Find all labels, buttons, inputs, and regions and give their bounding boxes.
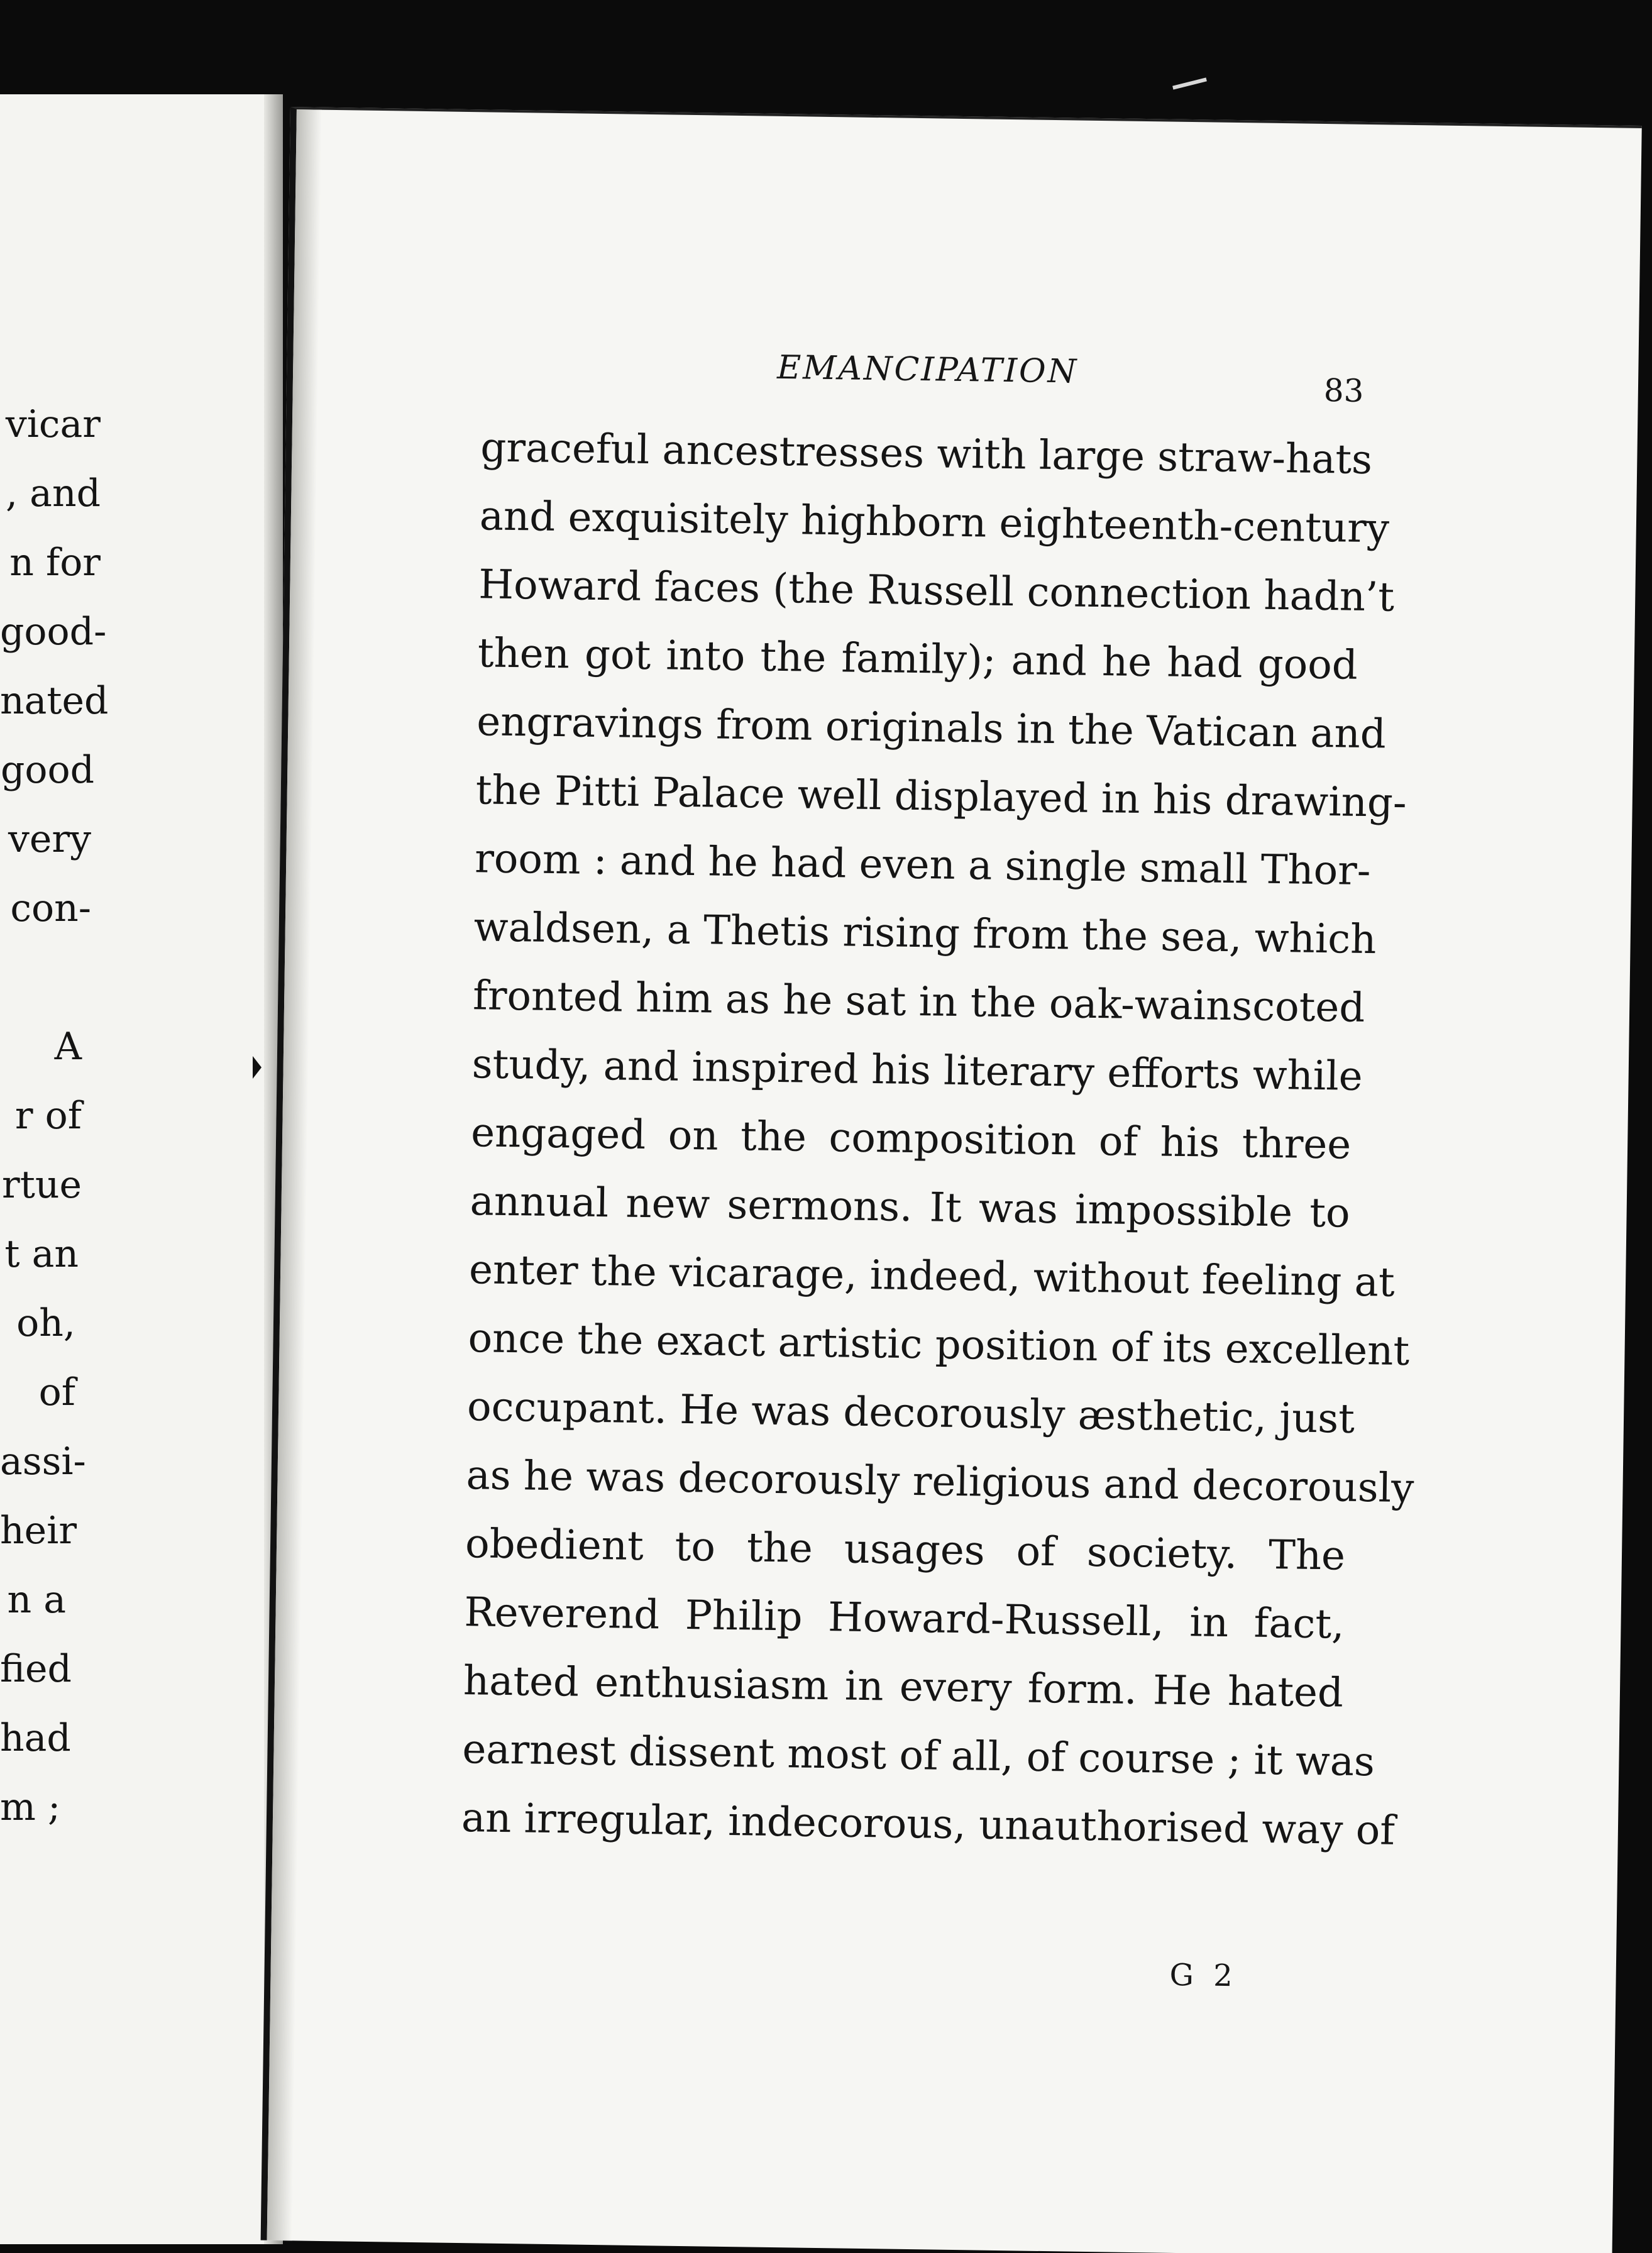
body-text (461, 414, 1414, 1865)
body-line: earnest dissent most of all, of course ; it was (462, 1726, 1375, 1786)
binding-notch (253, 1056, 262, 1079)
body-line: an irregular, indecorous, unauthorised way of (461, 1795, 1396, 1854)
running-head: EMANCIPATION (776, 348, 1079, 391)
left-line: good (0, 748, 94, 792)
left-line: rtue (2, 1163, 82, 1207)
printer-signature: G 2 (1169, 1957, 1238, 1994)
left-line: had (0, 1716, 71, 1760)
left-line: of (38, 1370, 75, 1414)
body-line: obedient to the usages of society. The (465, 1521, 1346, 1580)
left-line: , and (6, 471, 101, 515)
body-line: Reverend Philip Howard-Russell, in fact, (464, 1589, 1345, 1648)
left-line: good- (0, 610, 107, 654)
left-line: n for (9, 541, 101, 585)
body-line: engravings from originals in the Vatican and (476, 698, 1387, 758)
body-line: and exquisitely highborn eighteenth-century (479, 493, 1390, 553)
body-line: engaged on the composition of his three (470, 1110, 1352, 1169)
page-number: 83 (1323, 372, 1364, 409)
body-line: as he was decorously religious and decorously (466, 1452, 1414, 1512)
left-line: fied (0, 1647, 72, 1691)
body-line: the Pitti Palace well displayed in his drawing- (475, 767, 1407, 827)
left-line: very (8, 817, 91, 861)
body-line: annual new sermons. It was impossible to (470, 1178, 1351, 1237)
body-line: graceful ancestresses with large straw-hats (480, 424, 1373, 484)
left-line: assi- (0, 1440, 86, 1484)
body-line: once the exact artistic position of its excellent (468, 1315, 1410, 1375)
left-line: n a (7, 1578, 66, 1622)
body-line: occupant. He was decorously æsthetic, just (466, 1384, 1355, 1443)
left-line: A (54, 1025, 82, 1069)
body-line: enter the vicarage, indeed, without feeling at (468, 1247, 1396, 1306)
body-line: room : and he had even a single small Thor- (474, 835, 1371, 895)
body-line: Howard faces (the Russell connection hadn’t (478, 561, 1395, 621)
body-line: waldsen, a Thetis rising from the sea, which (473, 904, 1377, 964)
left-line: t an (4, 1232, 79, 1276)
body-line: hated enthusiasm in every form. He hated (463, 1658, 1344, 1717)
scan-scratch (1172, 77, 1207, 89)
left-line: oh, (16, 1301, 75, 1345)
body-line: fronted him as he sat in the oak-wainscoted (472, 972, 1365, 1032)
body-line: study, and inspired his literary efforts while (471, 1041, 1363, 1100)
body-line: then got into the family); and he had good (477, 630, 1358, 689)
left-line: nated (0, 679, 109, 723)
left-line: r of (14, 1094, 82, 1138)
right-page (261, 107, 1642, 2253)
left-line: vicar (5, 402, 101, 446)
left-line: heir (0, 1509, 77, 1553)
left-line: con- (10, 886, 91, 930)
left-line: m ; (0, 1785, 61, 1829)
